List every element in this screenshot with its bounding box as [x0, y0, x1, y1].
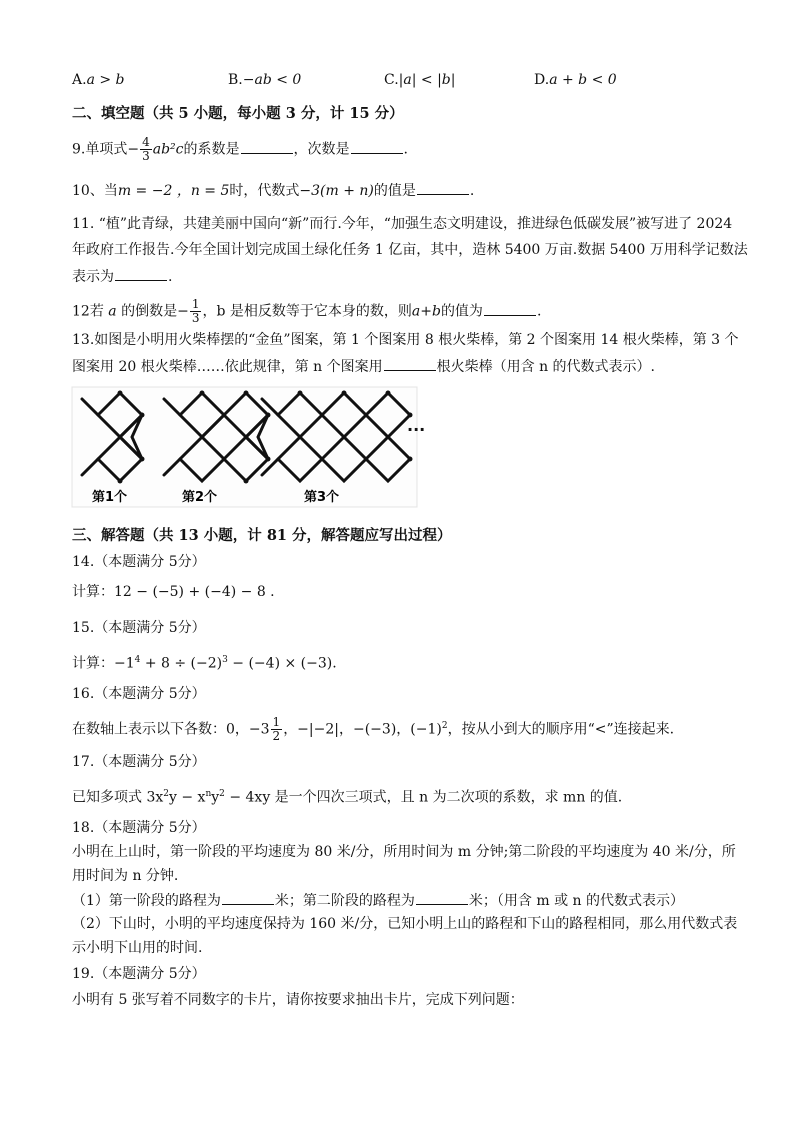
question-11-line3: 表示为 .: [72, 266, 172, 287]
question-18-part1: （1）第一阶段的路程为 米；第二阶段的路程为 米；（用含 m 或 n 的代数式表示）: [72, 890, 684, 911]
option-b: B.−ab < 0: [228, 72, 302, 88]
question-15-text: 计算：$-1^4 + 8 \div (-2)^3 - (-4) \times (-3)$.: [72, 655, 337, 672]
section3-heading: 三、解答题（共 13 小题，计 81 分，解答题应写出过程）: [72, 527, 452, 544]
question-19-text: 小明有 5 张写着不同数字的卡片，请你按要求抽出卡片，完成下列问题：: [72, 992, 524, 1008]
question-19-head: 19.（本题满分 5分）: [72, 966, 206, 982]
question-18-head: 18.（本题满分 5分）: [72, 820, 206, 836]
option-a: A.a > b: [72, 72, 125, 88]
question-17-text: 已知多项式 $3x^2y - x^ny^2 - 4xy$ 是一个四次三项式，且 n 为二次项的系数，求 mn 的值.: [72, 789, 623, 806]
matchstick-figure: [72, 387, 426, 507]
pattern-2-label: 第2个: [182, 490, 218, 505]
pattern-3-label: 第3个: [304, 490, 340, 505]
answer-blank-18a[interactable]: [222, 890, 274, 905]
section2-heading: 二、填空题（共 5 小题，每小题 3 分，计 15 分）: [72, 105, 404, 122]
answer-blank-13[interactable]: [384, 356, 436, 371]
question-13-line1: 13.如图是小明用火柴棒摆的“金鱼”图案，第 1 个图案用 8 根火柴棒，第 2 个图案用 14 根火柴棒，第 3 个: [72, 332, 739, 348]
question-16-text: 在数轴上表示以下各数：0，−3 $\frac{1}{2}$ ，−|−2|，−(−3)，$(-1)^2$，按从小到大的顺序用“<”连接起来.: [72, 715, 675, 744]
question-14-head: 14.（本题满分 5分）: [72, 554, 206, 570]
question-17-head: 17.（本题满分 5分）: [72, 754, 206, 770]
option-d: D.a + b < 0: [534, 72, 617, 88]
question-11-line2: 年政府工作报告.今年全国计划完成国土绿化任务 1 亿亩，其中，造林 5400 万亩.数据 5400 万用科学记数法: [72, 242, 748, 258]
question-13-line2: 图案用 20 根火柴棒……依此规律，第 n 个图案用 根火柴棒（用含 n 的代数式表示）.: [72, 356, 655, 377]
question-14-text: 计算：12 − (−5) + (−4) − 8 .: [72, 584, 275, 600]
question-16-head: 16.（本题满分 5分）: [72, 686, 206, 702]
question-9: 9.单项式− $\frac{4}{3}$ ab²c的系数是 ，次数是 .: [72, 135, 408, 163]
answer-blank-10[interactable]: [417, 180, 469, 195]
answer-blank-9a[interactable]: [241, 139, 293, 154]
question-12: 12若 a 的倒数是− $\frac{1}{3}$ ，b 是相反数等于它本身的数，则a+b的值为 .: [72, 297, 542, 325]
answer-blank-9b[interactable]: [351, 139, 403, 154]
question-18-line2: 用时间为 n 分钟.: [72, 868, 179, 884]
option-c: C.|a| < |b|: [384, 72, 456, 88]
answer-blank-18b[interactable]: [416, 890, 468, 905]
question-11-line1: 11. “植”此青绿，共建美丽中国向“新”而行.今年，“加强生态文明建设，推进绿色低碳发展”被写进了 2024: [72, 216, 733, 232]
question-18-part2-line1: （2）下山时，小明的平均速度保持为 160 米/分，已知小明上山的路程和下山的路程相同，那么用代数式表: [72, 916, 738, 932]
question-18-part2-line2: 示小明下山用的时间.: [72, 940, 203, 956]
answer-blank-11[interactable]: [115, 266, 167, 281]
answer-blank-12[interactable]: [484, 301, 536, 316]
question-15-head: 15.（本题满分 5分）: [72, 620, 206, 636]
pattern-1-label: 第1个: [92, 490, 128, 505]
question-18-line1: 小明在上山时，第一阶段的平均速度为 80 米/分，所用时间为 m 分钟;第二阶段的平均速度为 40 米/分，所: [72, 844, 736, 860]
question-10: 10、当m = −2 ，n = 5时，代数式−3(m + n)的值是 .: [72, 180, 474, 201]
continuation-dots: ···: [407, 420, 426, 439]
